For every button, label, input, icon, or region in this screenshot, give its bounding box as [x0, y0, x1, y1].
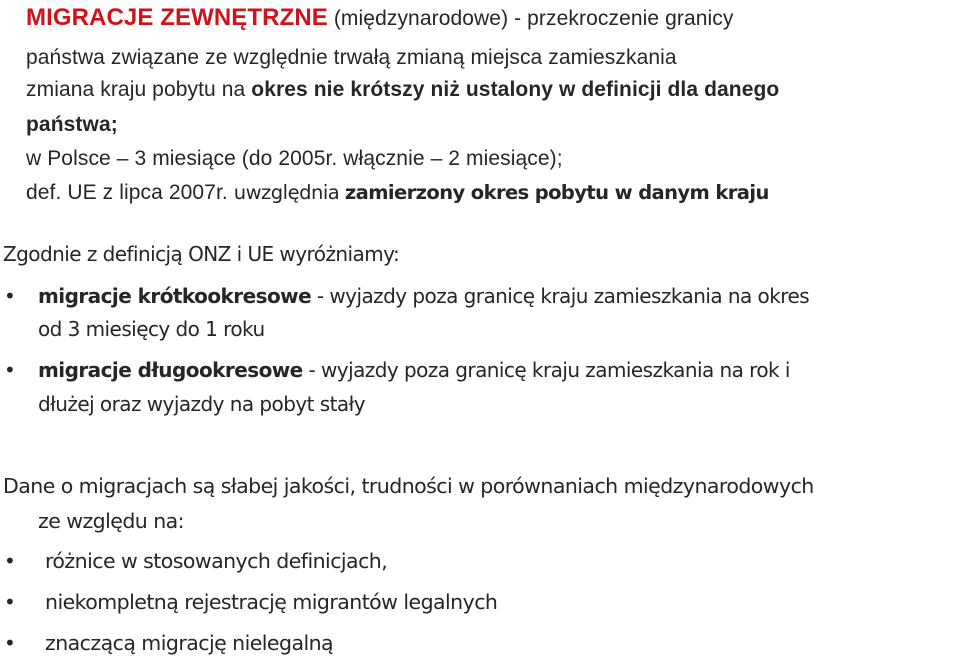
bullet-icon: •: [4, 590, 16, 614]
line3-bold: okres nie krótszy niż ustalony w definicji dla danego: [251, 78, 780, 101]
list-item-definitions: różnice w stosowanych definicjach,: [45, 549, 388, 573]
bullet-icon: •: [4, 549, 16, 573]
term-short-term: migracje krótkookresowe: [38, 284, 312, 308]
poland-definition: w Polsce – 3 miesiące (do 2005r. włącznie – 2 miesiące);: [26, 147, 563, 170]
list-item-short-term-cont: od 3 miesięcy do 1 roku: [38, 317, 265, 341]
eu-def-bold: zamierzony okres pobytu w danym kraju: [344, 181, 769, 204]
list-item-long-term-cont: dłużej oraz wyjazdy na pobyt stały: [38, 392, 366, 416]
list-item-registration: niekompletną rejestrację migrantów legalnych: [45, 590, 498, 614]
data-quality-intro: Dane o migracjach są słabej jakości, trudności w porównaniach międzynarodowych: [3, 474, 814, 498]
bullet-icon: •: [4, 358, 16, 382]
desc-short-term: - wyjazdy poza granicę kraju zamieszkania na okres: [311, 284, 810, 308]
title-suffix: (międzynarodowe) - przekroczenie granicy: [327, 7, 734, 30]
list-item-long-term: [38, 360, 790, 380]
list-item-short-term: [38, 286, 809, 306]
eu-def-mid: uwzględnia: [233, 181, 345, 204]
desc-long-term: - wyjazdy poza granicę kraju zamieszkania na rok i: [302, 358, 790, 382]
definition-line-3: [26, 79, 779, 100]
data-quality-intro-cont: ze względu na:: [38, 509, 185, 533]
slide-title: MIGRACJE ZEWNĘTRZNE: [26, 4, 328, 31]
definition-line-4: państwa;: [26, 113, 118, 136]
bullet-icon: •: [4, 284, 16, 308]
bullet-icon: •: [4, 631, 16, 655]
eu-definition: [26, 182, 769, 203]
onz-intro: Zgodnie z definicją ONZ i UE wyróżniamy:: [3, 242, 400, 266]
definition-line-2: państwa związane ze względnie trwałą zmianą miejsca zamieszkania: [26, 46, 677, 69]
line3-prefix: zmiana kraju pobytu na: [26, 78, 252, 101]
eu-def-prefix: def. UE z lipca 2007r.: [26, 181, 234, 204]
list-item-illegal-migration: znaczącą migrację nielegalną: [45, 631, 334, 655]
heading-line: [26, 6, 734, 30]
term-long-term: migracje długookresowe: [38, 358, 303, 382]
